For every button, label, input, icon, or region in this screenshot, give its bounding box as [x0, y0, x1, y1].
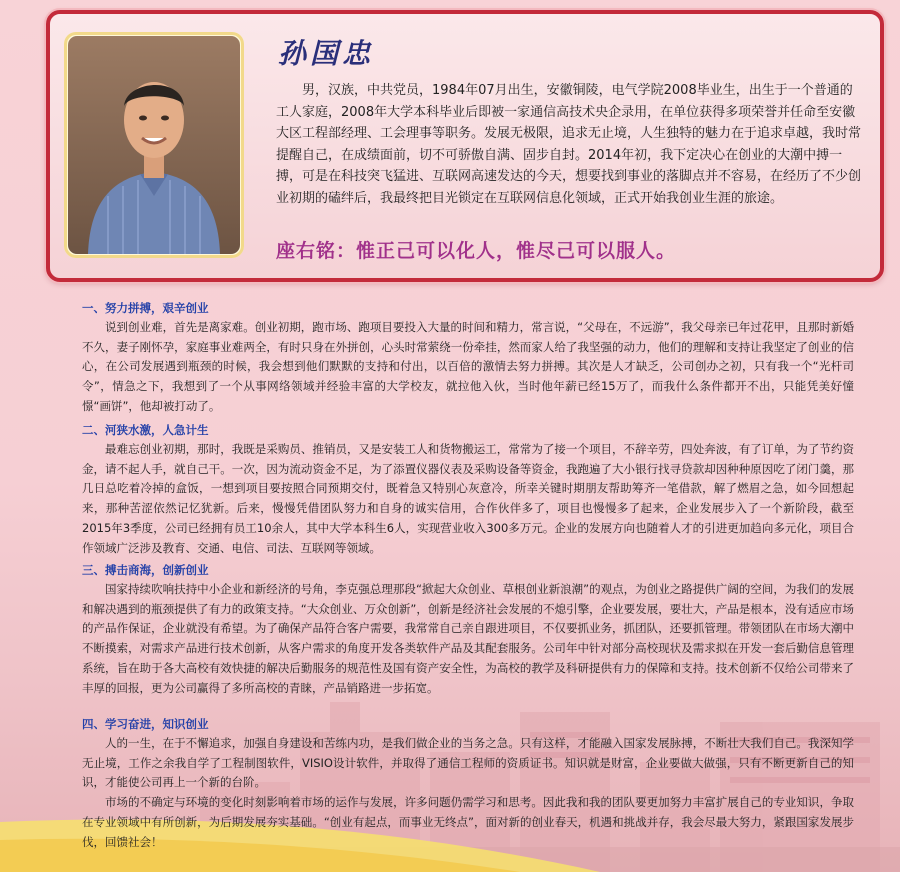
section-body [82, 580, 854, 698]
profile-photo [68, 36, 240, 254]
section-body [82, 440, 854, 558]
section-paragraph: 人的一生，在于不懈追求，加强自身建设和苦练内功，是我们做企业的当务之急。只有这样，才能融入国家发展脉搏，不断壮大我们自己。我深知学无止境，工作之余我自学了工程制图软件，VISIO设计软件，并取得了通信工程师的资质证书。知识就是财富，企业要做大做强，只有不断更新自己的知识，才能使公司再上一个新的台阶。 [82, 736, 854, 790]
section-body [82, 318, 854, 417]
section-paragraph: 最难忘创业初期，那时，我既是采购员、推销员，又是安装工人和货物搬运工，常常为了接一个项目，不辞辛劳，四处奔波，有了订单，为了节约资金，请不起人手，就自己干。一次，因为流动资金不足，为了添置仪器仪表及采购设备等资金，我跑遍了大小银行找寻贷款却因种种原因吃了闭门羹，那几日总吃着冷掉的盒饭，一想到项目要按照合同预期交付，既着急又特别心灰意冷，所幸关键时期朋友帮助筹齐一笔借款，解了燃眉之急，如今回想起来，那种苦涩依然记忆犹新。后来，慢慢凭借团队努力和自身的诚实信用，合作伙伴多了，项目也慢慢多了起来，企业发展步入了一个新阶段，截至2015年3季度，公司已经拥有员工10余人，其中大学本科生6人，实现营业收入300多万元。企业的发展方向也随着人才的引进更加趋向多元化，项目合作领域广泛涉及教育、交通、电信、司法、互联网等领域。 [82, 442, 854, 555]
section-paragraph: 说到创业难，首先是离家难。创业初期，跑市场、跑项目要投入大量的时间和精力，常言说，“父母在，不远游”，我父母亲已年过花甲，且那时新婚不久，妻子刚怀孕，家庭事业难两全，有时只身在外拼创，心头时常萦绕一份牵挂，然而家人给了我坚强的动力，他们的理解和支持让我坚定了创业的信心，在公司发展遇到瓶颈的时候，我会想到他们默默的支持和付出，以百倍的激情去努力拼搏。其次是人才缺乏，公司创办之初，只有我一个“光杆司令”，情急之下，我想到了一个从事网络领域并经验丰富的大学校友，就拉他入伙，当时他年薪已经15万了，而我什么条件都开不出，只能凭美好憧憬“画饼”，他却被打动了。 [82, 320, 854, 413]
section-paragraph: 国家持续吹响扶持中小企业和新经济的号角，李克强总理那段“掀起大众创业、草根创业新浪潮”的观点，为创业之路提供广阔的空间，为我们的发展和解决遇到的瓶颈提供了有力的政策支持。“大众创业、万众创新”，创新是经济社会发展的不熄引擎，企业要发展，要壮大，产品是根本，没有适应市场的产品作保证，企业就没有希望。为了确保产品符合客户需要，我常常自己亲自跟进项目，不仅要抓业务，抓团队，还要抓管理。带领团队在市场大潮中不断摸索，对需求产品进行技术创新，从客户需求的角度开发各类软件产品及其配套服务。公司年中针对部分高校现状及需求拟在开发一套后勤信息管理系统，旨在助于各大高校有效快捷的解决后勤服务的规范性及国有资产安全性，为高校的教学及科研提供有力的保障和支持。技术创新不仅给公司带来了丰厚的回报，更为公司赢得了多所高校的青睐，产品销路进一步拓宽。 [82, 582, 854, 695]
section-heading: 四、学习奋进，知识创业 [82, 717, 209, 731]
section-heading: 二、河狭水激，人急计生 [82, 423, 209, 437]
section-heading: 三、搏击商海，创新创业 [82, 563, 209, 577]
person-name: 孙国忠 [278, 37, 375, 70]
profile-motto: 座右铭：惟正己可以化人，惟尽己可以服人。 [276, 240, 677, 262]
profile-photo-frame [64, 32, 244, 258]
section-body [82, 734, 854, 852]
profile-bio: 男，汉族，中共党员，1984年07月出生，安徽铜陵，电气学院2008毕业生，出生于一个普通的工人家庭，2008年大学本科毕业后即被一家通信高技术央企录用，在单位获得多项荣誉并任命至安徽大区工程部经理、工会理事等职务。发展无极限，追求无止境，人生独特的魅力在于追求卓越，我时常提醒自己，在成绩面前，切不可骄傲自满、固步自封。2014年初，我下定决心在创业的大潮中搏一搏，可是在科技突飞猛进、互联网高速发达的今天，想要找到事业的落脚点并不容易，在经历了不少创业初期的磕绊后，我最终把目光锁定在互联网信息化领域，正式开始我创业生涯的旅途。 [276, 83, 862, 206]
section-paragraph: 市场的不确定与环境的变化时刻影响着市场的运作与发展，许多问题仍需学习和思考。因此我和我的团队要更加努力丰富扩展自己的专业知识，争取在专业领域中有所创新，为后期发展夯实基础。“创业有起点，而事业无终点”，面对新的创业春天，机遇和挑战并存，我会尽最大努力，紧跟国家发展步伐，回馈社会！ [82, 795, 854, 849]
profile-card [46, 10, 884, 282]
section-heading: 一、努力拼搏，艰辛创业 [82, 301, 209, 315]
